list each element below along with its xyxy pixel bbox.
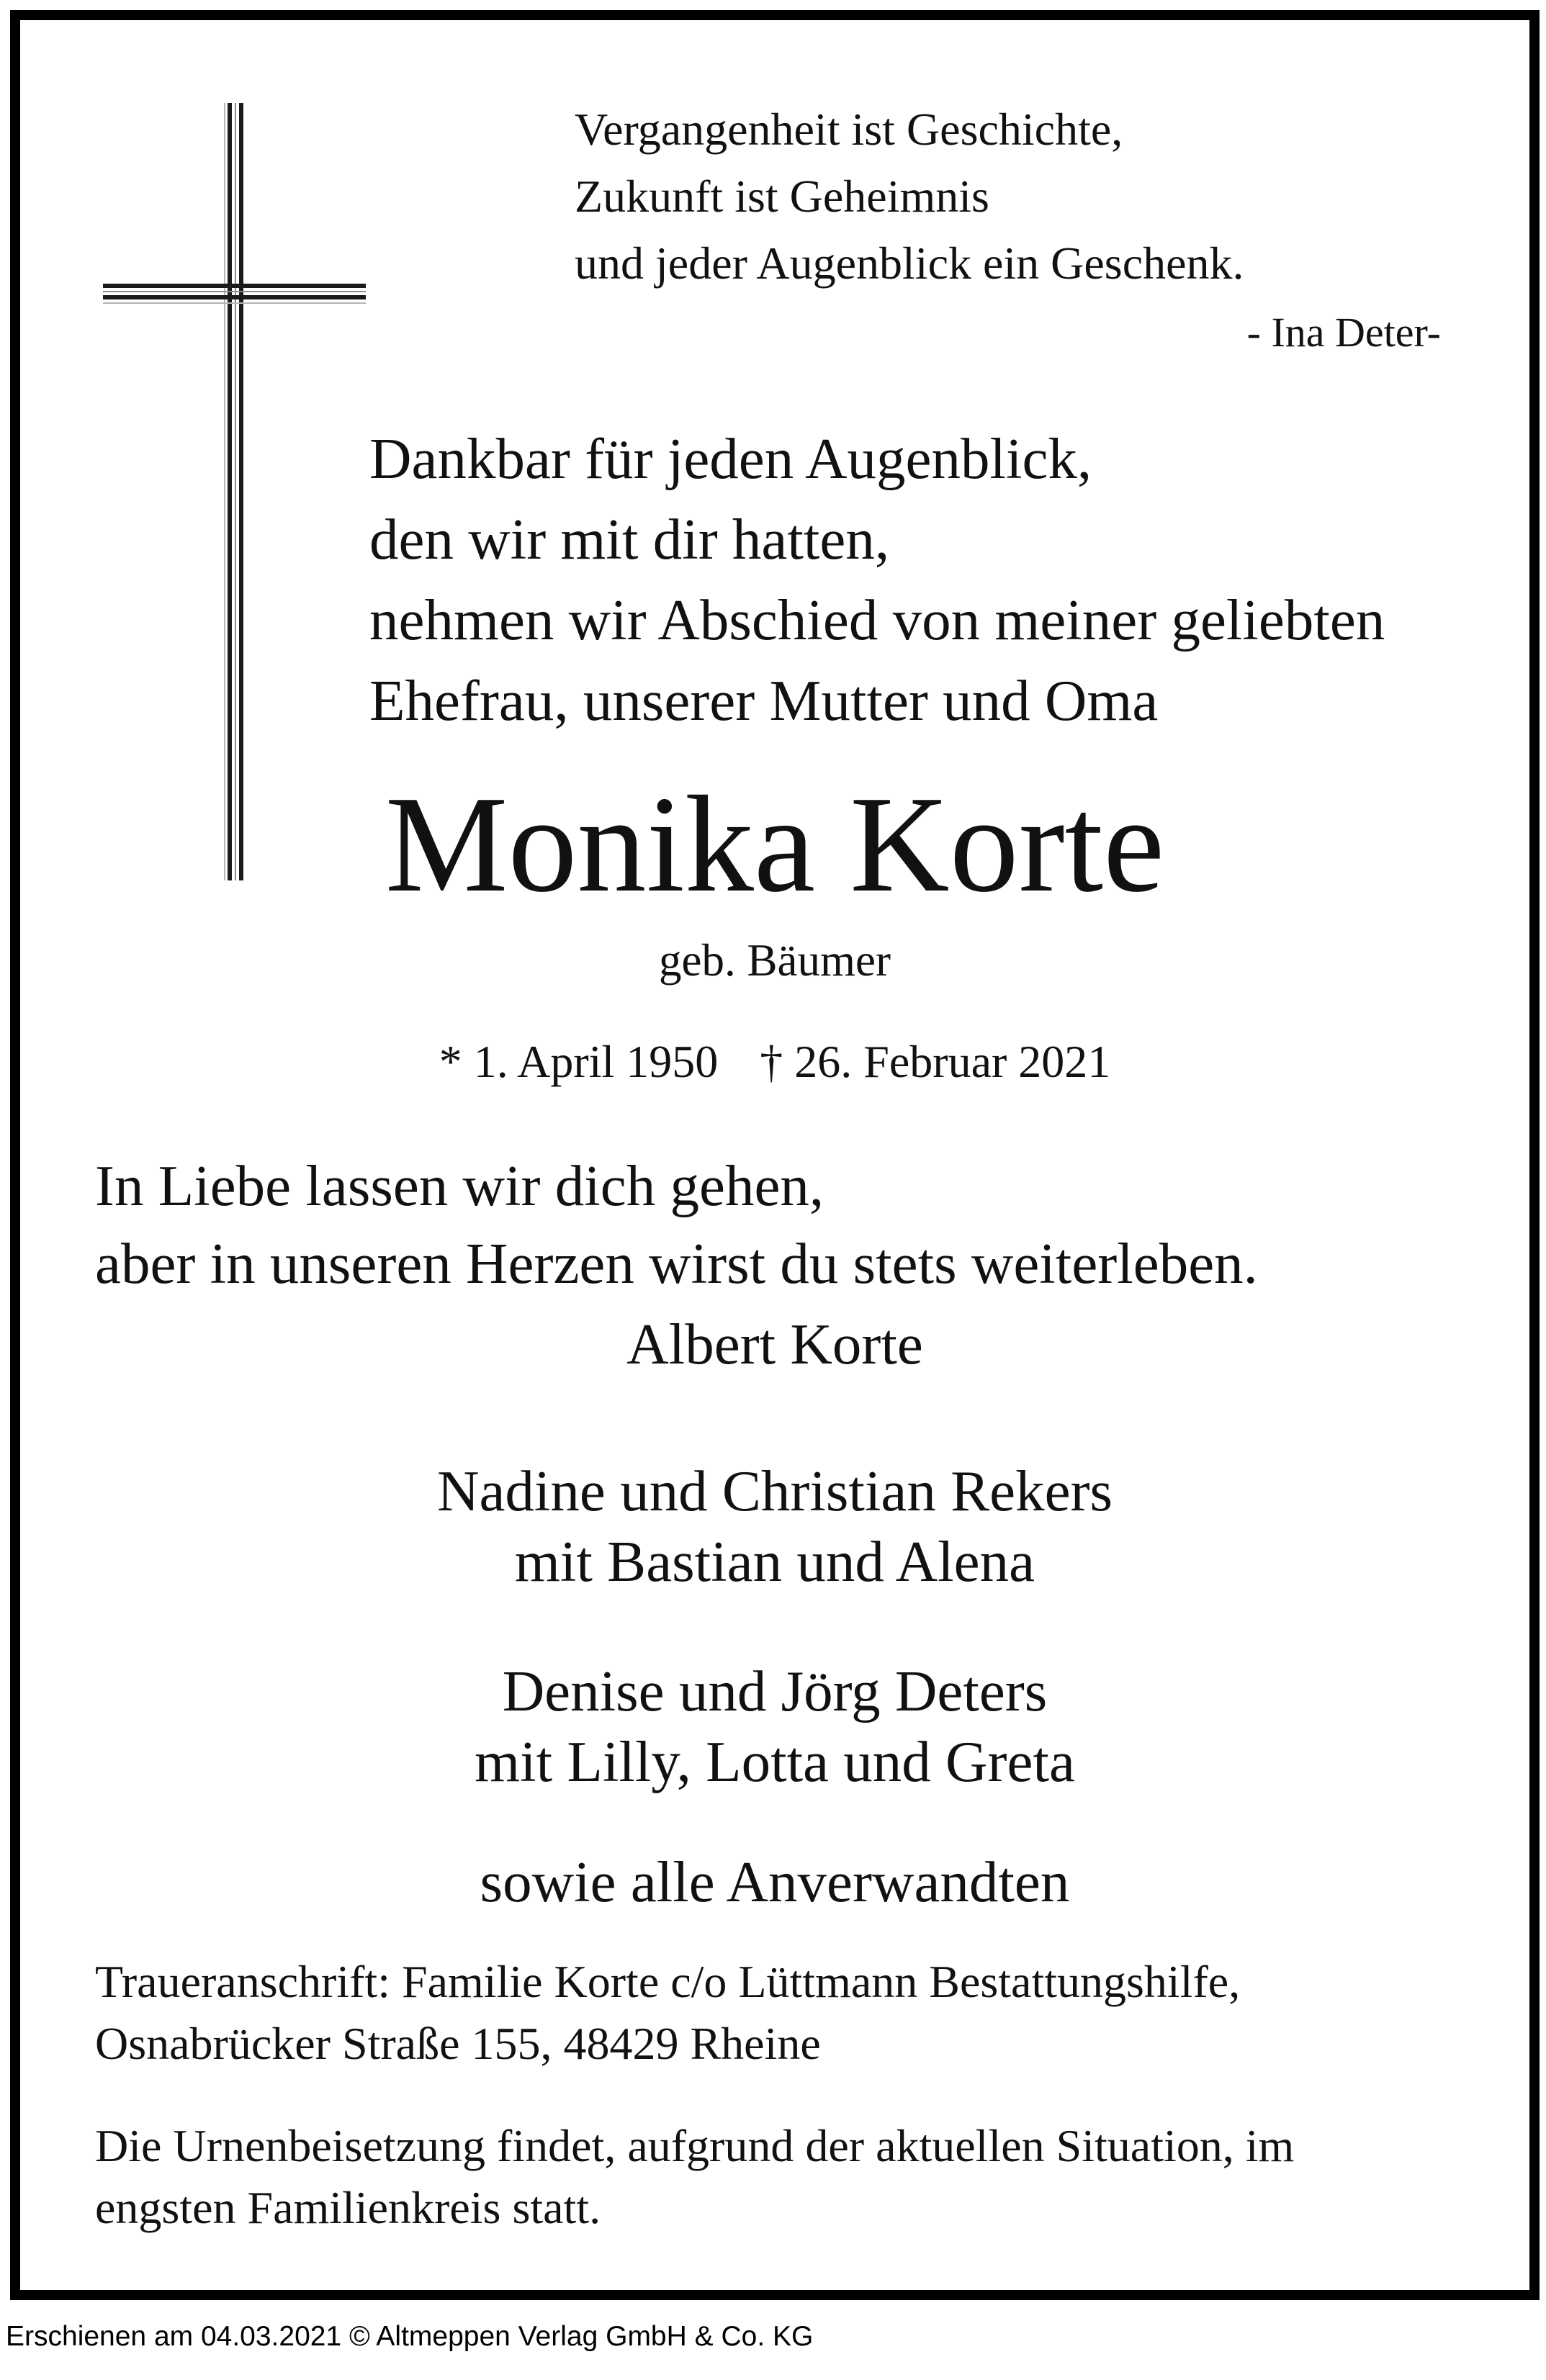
family-member: mit Lilly, Lotta und Greta: [475, 1729, 1075, 1794]
mourning-address: [95, 1951, 1240, 2075]
burial-line: Die Urnenbeisetzung findet, aufgrund der aktuellen Situation, im: [95, 2120, 1295, 2171]
quote-line: und jeder Augenblick ein Geschenk.: [575, 238, 1244, 289]
family-member: Denise und Jörg Deters: [502, 1659, 1048, 1723]
quote-line: Vergangenheit ist Geschichte,: [575, 104, 1123, 155]
quote-line: Zukunft ist Geheimnis: [575, 171, 989, 222]
family-member: mit Bastian und Alena: [514, 1529, 1035, 1594]
quote: [575, 96, 1244, 297]
intro-line: Dankbar für jeden Augenblick,: [369, 426, 1092, 491]
deceased-name: Monika Korte: [385, 767, 1165, 921]
intro-text: [369, 418, 1385, 741]
burial-line: engsten Familienkreis statt.: [95, 2182, 601, 2233]
publication-footer: Erschienen am 04.03.2021 © Altmeppen Verlag GmbH & Co. KG: [6, 2321, 814, 2352]
obituary-frame: [10, 10, 1540, 2300]
burial-notice: [95, 2115, 1294, 2239]
intro-line: den wir mit dir hatten,: [369, 507, 890, 572]
farewell-line: aber in unseren Herzen wirst du stets weiterleben.: [95, 1231, 1258, 1296]
quote-author: - Ina Deter-: [1246, 309, 1441, 356]
farewell-text: [95, 1147, 1258, 1302]
family-member: Albert Korte: [626, 1312, 923, 1376]
intro-line: nehmen wir Abschied von meiner geliebten: [369, 587, 1385, 652]
death-date: † 26. Februar 2021: [760, 1036, 1111, 1087]
intro-line: Ehefrau, unserer Mutter und Oma: [369, 668, 1159, 733]
life-dates: [20, 1035, 1529, 1088]
family-member: Nadine und Christian Rekers: [436, 1459, 1113, 1523]
address-line: Traueranschrift: Familie Korte c/o Lüttmann Bestattungshilfe,: [95, 1956, 1241, 2007]
birth-name: geb. Bäumer: [659, 935, 891, 986]
farewell-line: In Liebe lassen wir dich gehen,: [95, 1153, 824, 1218]
address-line: Osnabrücker Straße 155, 48429 Rheine: [95, 2018, 821, 2069]
family-member: sowie alle Anverwandten: [480, 1849, 1070, 1914]
birth-date: * 1. April 1950: [439, 1036, 719, 1087]
